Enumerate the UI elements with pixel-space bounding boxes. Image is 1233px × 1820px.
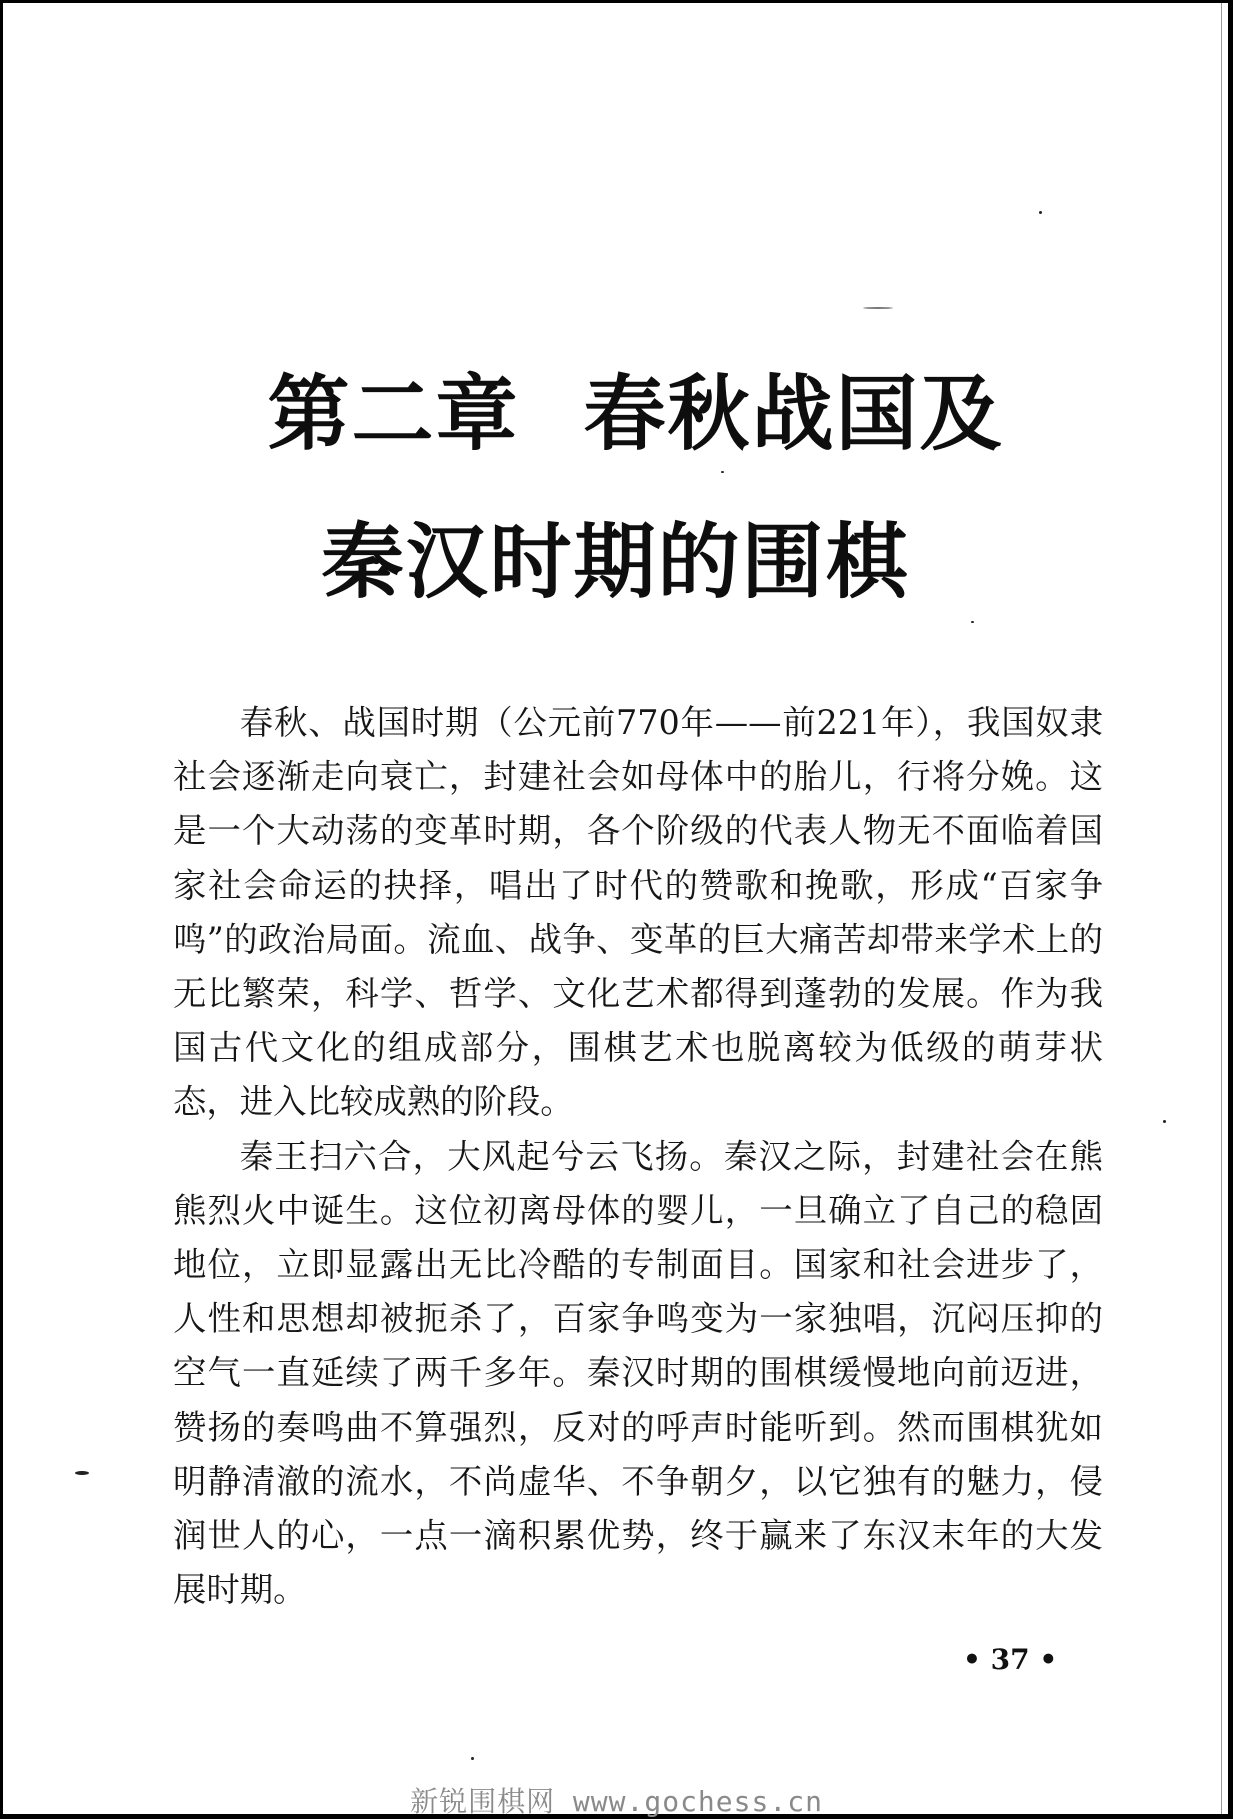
paragraph-2: 秦王扫六合，大风起兮云飞扬。秦汉之际，封建社会在熊熊烈火中诞生。这位初离母体的婴儿，一旦确立了自己的稳固地位，立即显露出无比冷酷的专制面目。国家和社会进步了，人性和思想却被扼杀了，百家争鸣变为一家独唱，沉闷压抑的空气一直延续了两千多年。秦汉时期的围棋缓慢地向前迈进，赞扬的奏鸣曲不算强烈，反对的呼声时能听到。然而围棋犹如明静清澈的流水，不尚虚华、不争朝夕，以它独有的魅力，侵润世人的心，一点一滴积累优势，终于赢来了东汉末年的大发展时期。 (173, 1136, 1103, 1610)
chapter-title-line-2: 秦汉时期的围棋 (321, 514, 910, 610)
chapter-title-part: 春秋战国及 (583, 366, 1004, 462)
scan-speck (971, 621, 974, 623)
chapter-title-line-1 (3, 366, 1233, 462)
body-text (173, 696, 1103, 1617)
watermark: 新锐围棋网 www.gochess.cn (410, 1785, 823, 1818)
scan-speck (863, 307, 893, 309)
scan-speck (1163, 1120, 1166, 1123)
scan-speck (75, 1471, 89, 1475)
page-number: • 37 • (963, 1643, 1058, 1676)
paragraph-1: 春秋、战国时期（公元前770年——前221年），我国奴隶社会逐渐走向衰亡，封建社会如母体中的胎儿，行将分娩。这是一个大动荡的变革时期，各个阶级的代表人物无不面临着国家社会命运的抉择，唱出了时代的赞歌和挽歌，形成“百家争鸣”的政治局面。流血、战争、变革的巨大痛苦却带来学术上的无比繁荣，科学、哲学、文化艺术都得到蓬勃的发展。作为我国古代文化的组成部分，围棋艺术也脱离较为低级的萌芽状态，进入比较成熟的阶段。 (173, 703, 1103, 1122)
scan-speck (1039, 211, 1042, 214)
scan-speck (471, 1757, 474, 1760)
scan-speck (721, 471, 724, 473)
chapter-number: 第二章 (267, 366, 520, 462)
